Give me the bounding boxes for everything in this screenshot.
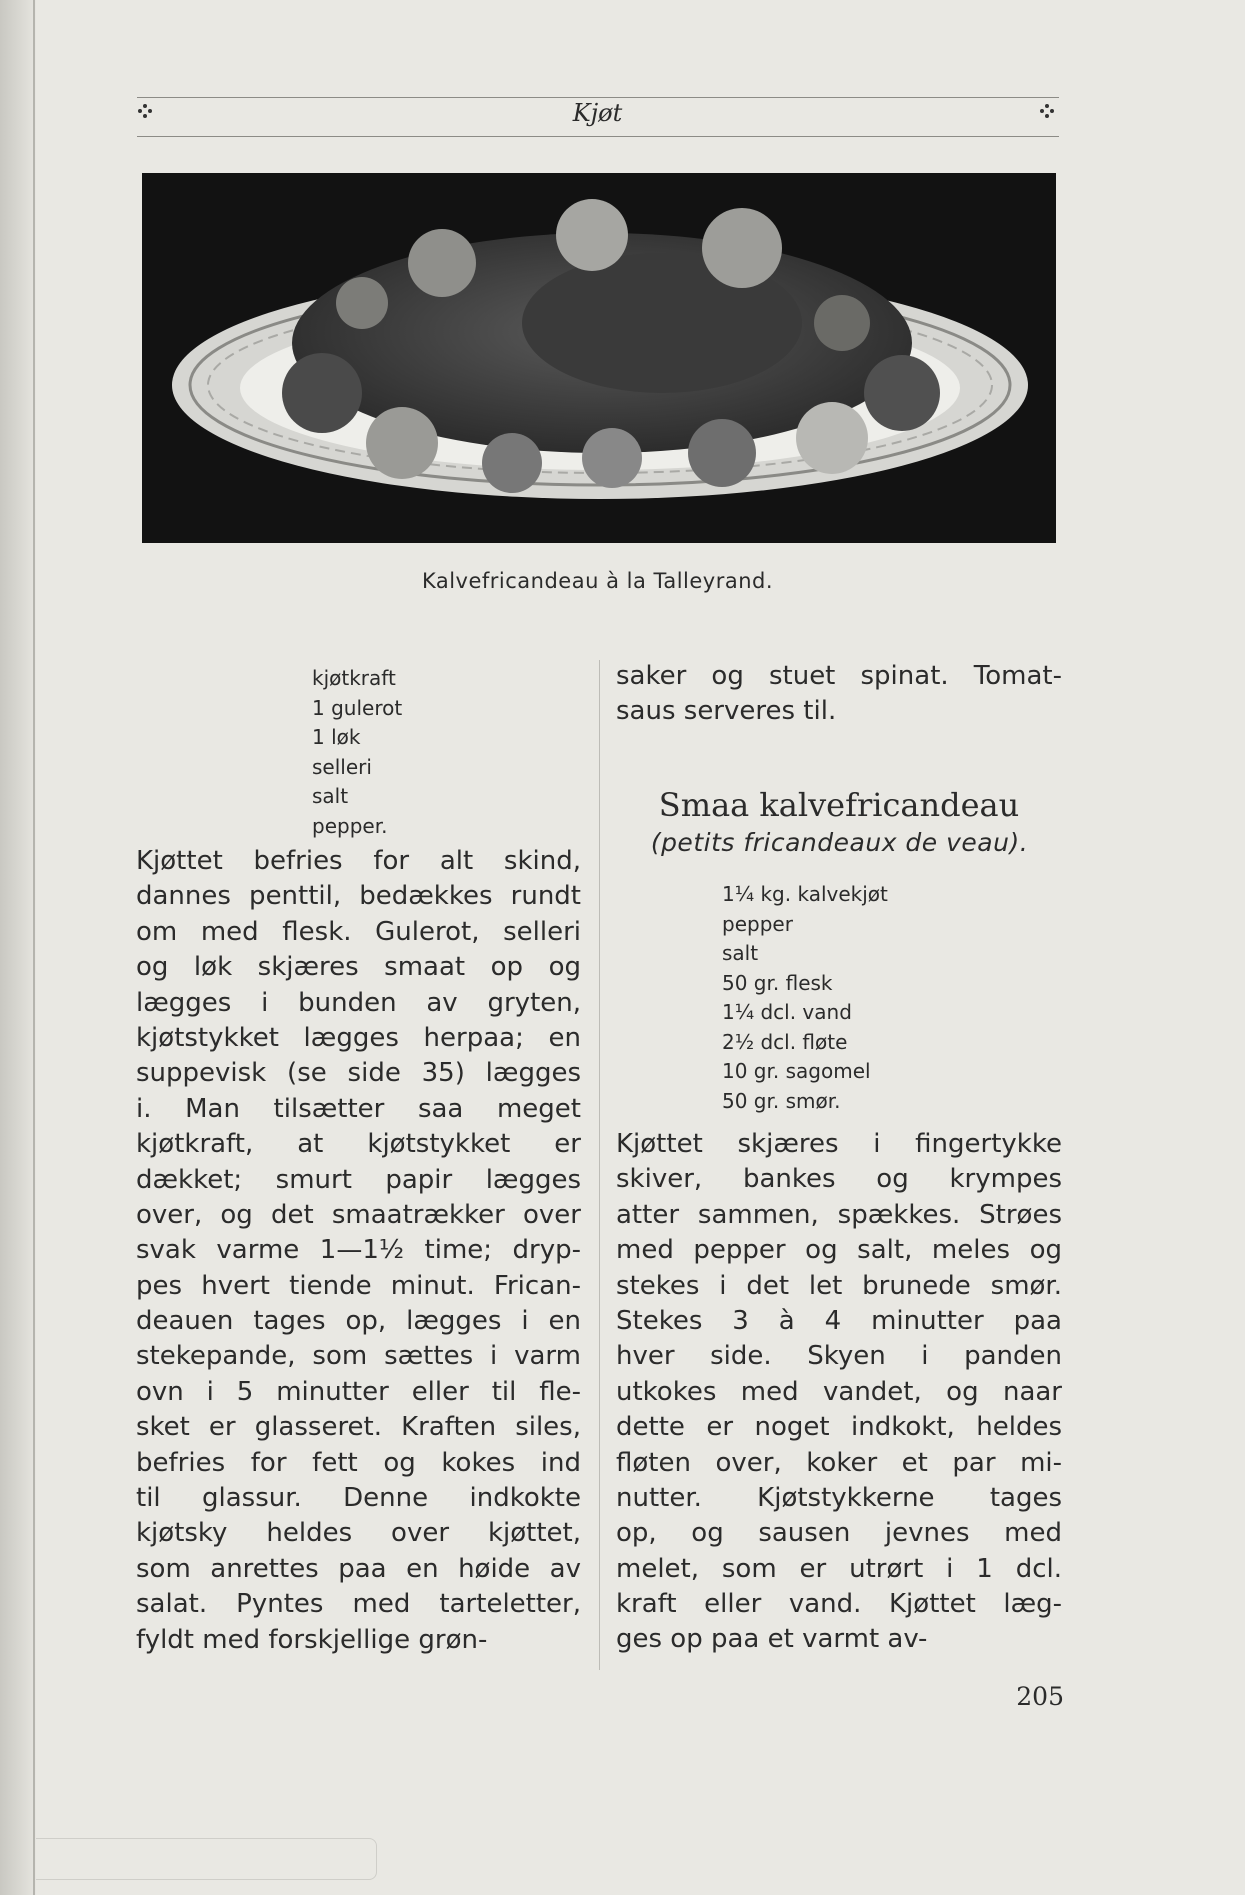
text-line: Kjøttet befries for alt skind,: [136, 846, 581, 876]
ingredient-list-right: [722, 880, 888, 1116]
text-line: atter sammen, spækkes. Strøes: [616, 1199, 1062, 1230]
text-line: saker og stuet spinat. Tomat-: [616, 661, 1062, 691]
text-line: utkokes med vandet, og naar: [616, 1376, 1062, 1407]
recipe-text-continuation: [616, 659, 1062, 730]
column-divider: [599, 660, 600, 1670]
text-line: kraft eller vand. Kjøttet læg-: [616, 1589, 1062, 1620]
ingredient-item: salt: [722, 941, 759, 965]
text-line: ovn i 5 minutter eller til fle-: [136, 1376, 581, 1407]
ingredient-item: 1¼ dcl. vand: [722, 1000, 852, 1024]
text-line: suppevisk (se side 35) lægges: [136, 1058, 581, 1089]
running-header: Kjøt: [572, 99, 623, 127]
text-line: deauen tages op, lægges i en: [136, 1306, 581, 1337]
ingredient-item: 1 gulerot: [312, 695, 403, 720]
text-line: fyldt med forskjellige grøn-: [136, 1624, 488, 1655]
text-line: hver side. Skyen i panden: [616, 1341, 1062, 1372]
ingredient-item: 1¼ kg. kalvekjøt: [722, 882, 888, 906]
page-tab-edge: [36, 1838, 377, 1880]
text-line: kjøtkraft, at kjøtstykket er: [136, 1129, 581, 1160]
text-line: stekepande, som sættes i varm: [136, 1341, 581, 1372]
text-line: befries for fett og kokes ind: [136, 1447, 581, 1478]
text-line: Stekes 3 à 4 minutter paa: [616, 1305, 1062, 1336]
text-line: som anrettes paa en høide av: [136, 1553, 581, 1584]
ingredient-item: pepper.: [312, 813, 388, 838]
ingredient-list-left: [312, 664, 402, 841]
text-line: over, og det smaatrækker over: [136, 1199, 581, 1230]
text-line: sket er glasseret. Kraften siles,: [136, 1412, 581, 1443]
text-line: og løk skjæres smaat op og: [136, 952, 581, 983]
text-line: lægges i bunden av gryten,: [136, 987, 581, 1018]
text-line: dækket; smurt papir lægges: [136, 1164, 581, 1195]
text-line: ges op paa et varmt av-: [616, 1624, 928, 1655]
dish-photo: [142, 173, 1056, 543]
book-spine-shadow: [0, 0, 36, 1895]
text-line: salat. Pyntes med tarteletter,: [136, 1589, 581, 1620]
text-line: med pepper og salt, meles og: [616, 1235, 1062, 1266]
text-line: stekes i det let brunede smør.: [616, 1270, 1062, 1301]
header-rule-bottom: [137, 136, 1059, 137]
text-line: op, og sausen jevnes med: [616, 1518, 1062, 1549]
text-line: dannes penttil, bedækkes rundt: [136, 881, 581, 912]
text-line: saus serveres til.: [616, 696, 837, 727]
photo-caption: Kalvefricandeau à la Talleyrand.: [421, 569, 774, 593]
text-line: skiver, bankes og krympes: [616, 1164, 1062, 1195]
text-line: kjøtsky heldes over kjøttet,: [136, 1518, 581, 1549]
text-line: melet, som er utrørt i 1 dcl.: [616, 1553, 1062, 1584]
ingredient-item: salt: [312, 784, 349, 808]
ingredient-item: 2½ dcl. fløte: [722, 1029, 848, 1054]
text-line: svak varme 1—1½ time; dryp-: [136, 1235, 581, 1266]
recipe-text-right: [616, 1127, 1062, 1658]
ingredient-item: 10 gr. sagomel: [722, 1059, 871, 1083]
text-line: nutter. Kjøtstykkerne tages: [616, 1482, 1062, 1513]
text-line: dette er noget indkokt, heldes: [616, 1412, 1062, 1443]
recipe-heading: Smaa kalvefricandeau: [658, 786, 1020, 824]
text-line: i. Man tilsætter saa meget: [136, 1093, 581, 1124]
recipe-subheading: (petits fricandeaux de veau).: [650, 828, 1029, 857]
page-number: 205: [1016, 1682, 1064, 1711]
text-line: kjøtstykket lægges herpaa; en: [136, 1022, 581, 1053]
ingredient-item: 1 løk: [312, 725, 361, 749]
page-gutter-line: [33, 0, 35, 1895]
ingredient-item: pepper: [722, 911, 793, 936]
recipe-text-left: [136, 844, 581, 1658]
ornament-right-icon: [1040, 104, 1054, 118]
text-line: pes hvert tiende minut. Frican-: [136, 1270, 581, 1301]
text-line: til glassur. Denne indkokte: [136, 1483, 581, 1514]
ingredient-item: kjøtkraft: [312, 666, 396, 690]
ingredient-item: selleri: [312, 754, 372, 779]
platter-illustration: [142, 173, 1056, 543]
ingredient-item: 50 gr. smør.: [722, 1088, 841, 1113]
header-rule-top: [137, 97, 1059, 98]
text-line: Kjøttet skjæres i fingertykke: [616, 1129, 1062, 1159]
text-line: fløten over, koker et par mi-: [616, 1447, 1062, 1478]
text-line: om med flesk. Gulerot, selleri: [136, 916, 581, 947]
ingredient-item: 50 gr. flesk: [722, 970, 833, 995]
